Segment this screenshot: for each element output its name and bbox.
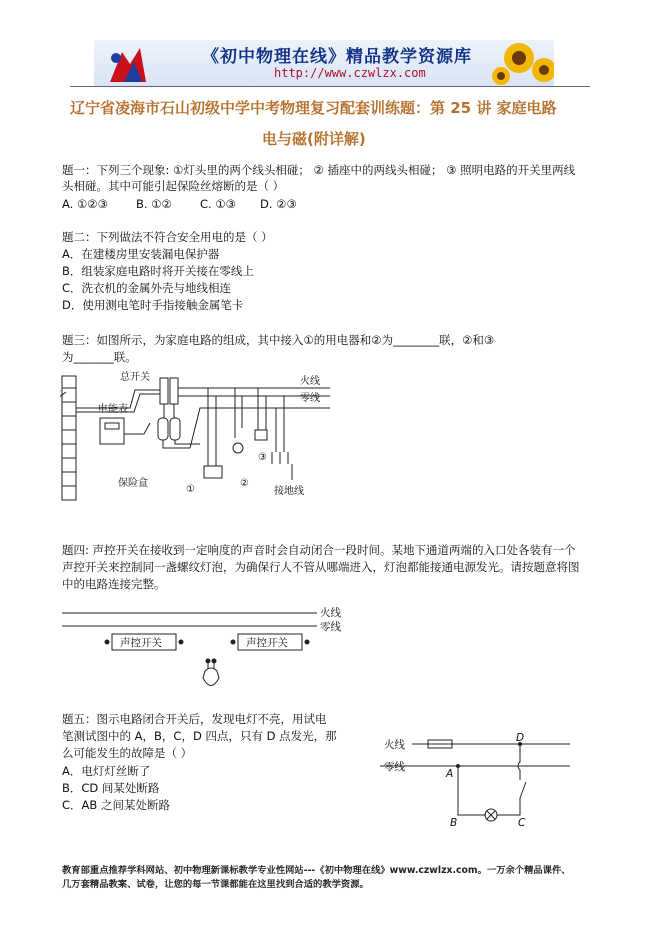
q4-circuit-figure bbox=[62, 603, 362, 691]
q1-option-d: D. ②③ bbox=[260, 197, 297, 211]
q3-circuit-figure bbox=[60, 368, 350, 503]
ground-wire-label: 接地线 bbox=[274, 486, 304, 497]
banner-title: 《初中物理在线》精品教学资源库 bbox=[202, 47, 472, 67]
meter-label: 电能表 bbox=[98, 404, 128, 415]
point-b-label: B bbox=[450, 817, 458, 829]
footer-line2: 几万套精品教案、试卷，让您的每一节课都能在这里找到合适的教学资源。 bbox=[62, 879, 369, 890]
point-d-label: D bbox=[516, 732, 525, 744]
main-switch bbox=[160, 378, 168, 404]
q5-stem-line3: 么可能发生的故障是（ ） bbox=[62, 746, 193, 760]
neutral-wire-label: 零线 bbox=[300, 393, 320, 404]
q2-stem: 题二：下列做法不符合安全用电的是（ ） bbox=[62, 230, 273, 244]
doc-title-line1: 辽宁省凌海市石山初级中学中考物理复习配套训练题：第 25 讲 家庭电路 bbox=[70, 99, 557, 117]
q4-switch1-label: 声控开关 bbox=[120, 637, 162, 649]
q1-stem-line1: 题一：下列三个现象: ①灯头里的两个线头相碰； ② 插座中的两线头相碰； ③ 照明电路的开关里两线 bbox=[62, 163, 576, 177]
q4-live-label: 火线 bbox=[320, 607, 341, 619]
energy-meter bbox=[100, 418, 124, 444]
q1-option-c: C. ①③ bbox=[200, 197, 236, 211]
logo-icon bbox=[100, 44, 170, 84]
q4-stem-line3: 中的电路连接完整。 bbox=[62, 577, 166, 591]
q5-option-a: A．电灯灯丝断了 bbox=[62, 764, 151, 778]
footer-line1: 教育部重点推荐学科网站、初中物理新课标教学专业性网站---《初中物理在线》www.czwlzx.com。一万余个精品课件、 bbox=[62, 865, 571, 876]
banner-url: http://www.czwlzx.com bbox=[274, 66, 426, 80]
q2-option-b: B．组装家庭电路时将开关接在零线上 bbox=[62, 264, 254, 278]
appliance-3-label: ③ bbox=[258, 452, 267, 463]
q1-option-a: A. ①②③ bbox=[62, 197, 108, 211]
q2-option-a: A．在建楼房里安装漏电保护器 bbox=[62, 247, 220, 261]
doc-title-line2: 电与磁(附详解) bbox=[262, 130, 366, 148]
header-rule bbox=[70, 86, 590, 87]
q4-neutral-label: 零线 bbox=[320, 621, 341, 633]
header-banner bbox=[94, 40, 554, 86]
bulb-icon bbox=[203, 668, 219, 686]
wall bbox=[62, 376, 76, 500]
appliance-1-label: ① bbox=[186, 484, 195, 495]
fuse-box-label: 保险盒 bbox=[118, 478, 148, 489]
point-c-label: C bbox=[518, 817, 526, 829]
q5-live-label: 火线 bbox=[384, 739, 405, 751]
q4-stem-line1: 题四: 声控开关在接收到一定响度的声音时会自动闭合一段时间。某地下通道两端的入口处各装有一个 bbox=[62, 543, 576, 557]
main-switch-label: 总开关 bbox=[120, 372, 150, 383]
live-wire-label: 火线 bbox=[300, 376, 320, 387]
fuse-box bbox=[158, 418, 168, 440]
q2-option-c: C．洗衣机的金属外壳与地线相连 bbox=[62, 281, 232, 295]
point-a-label: A bbox=[446, 768, 454, 780]
q1-stem-line2: 头相碰。其中可能引起保险丝熔断的是（ ） bbox=[62, 179, 285, 193]
q5-option-b: B．CD 间某处断路 bbox=[62, 781, 160, 795]
sunflower-icon bbox=[489, 40, 554, 86]
q5-circuit-figure bbox=[380, 730, 580, 830]
q4-stem-line2: 声控开关来控制同一盏螺纹灯泡，为确保行人不管从哪端进入，灯泡都能接通电源发光。请按题意将图 bbox=[62, 560, 580, 574]
q1-option-b: B. ①② bbox=[136, 197, 172, 211]
q5-stem-line1: 题五：图示电路闭合开关后，发现电灯不亮，用试电 bbox=[62, 712, 327, 726]
q5-option-c: C．AB 之间某处断路 bbox=[62, 798, 170, 812]
q4-switch2-label: 声控开关 bbox=[246, 637, 288, 649]
q3-stem-line2: 为_______联。 bbox=[62, 350, 137, 364]
q5-stem-line2: 笔测试图中的 A，B，C，D 四点，只有 D 点发光，那 bbox=[62, 729, 337, 743]
q5-neutral-label: 零线 bbox=[384, 761, 405, 773]
q2-option-d: D．使用测电笔时手指接触金属笔卡 bbox=[62, 298, 244, 312]
q3-stem-line1: 题三：如图所示，为家庭电路的组成，其中接入①的用电器和②为________联，②和③ bbox=[62, 333, 495, 347]
appliance-2-label: ② bbox=[240, 478, 249, 489]
